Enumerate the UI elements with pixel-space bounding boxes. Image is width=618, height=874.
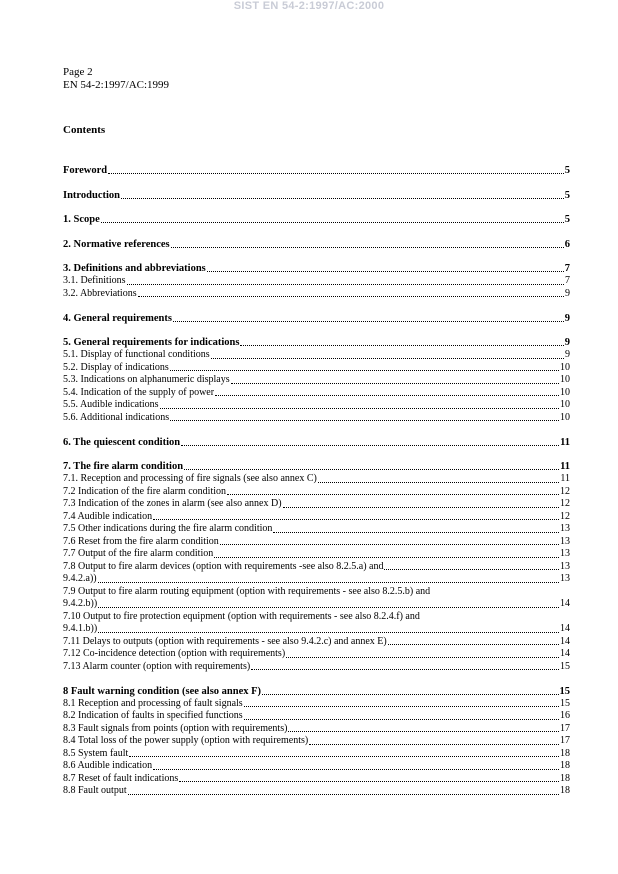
toc-entry-title: 7.12 Co-incidence detection (option with requirements): [63, 648, 286, 659]
dot-leader: [231, 383, 559, 384]
toc-entry-page: 9: [565, 287, 570, 299]
toc-entry-title: 4. General requirements: [63, 312, 172, 324]
toc-entry-title: 7.4 Audible indication: [63, 510, 153, 522]
toc-entry-title: 5.6. Additional indications: [63, 411, 170, 423]
dot-leader: [251, 669, 559, 670]
toc-entry-page: 11: [560, 473, 570, 484]
dot-leader: [108, 173, 564, 174]
dot-leader: [388, 644, 559, 645]
toc-sub-entry[interactable]: [63, 723, 570, 736]
toc-entry-title: 7.2 Indication of the fire alarm condition: [63, 485, 227, 497]
dot-leader: [244, 706, 559, 707]
toc-entry-title: 5. General requirements for indications: [63, 337, 240, 348]
toc-section: [63, 436, 570, 449]
toc-entry-title: 8.6 Audible indication: [63, 760, 153, 771]
toc-sub-entry[interactable]: [63, 710, 570, 723]
toc-entry-title: 3.2. Abbreviations: [63, 287, 137, 299]
toc-sub-entry[interactable]: [63, 349, 570, 362]
toc-entry-title: 7.5 Other indications during the fire alarm condition: [63, 523, 273, 534]
dot-leader: [318, 482, 560, 483]
toc-sub-entry[interactable]: [63, 785, 570, 798]
toc-entry-page: 12: [560, 485, 570, 497]
toc-entry-page: 6: [564, 238, 570, 250]
toc-main-entry[interactable]: [63, 312, 570, 325]
toc-entry-title: 8.4 Total loss of the power supply (option with requirements): [63, 735, 309, 746]
toc-entry-title: 3.1. Definitions: [63, 275, 126, 286]
toc-sub-entry[interactable]: [63, 735, 570, 748]
toc-sub-entry[interactable]: [63, 548, 570, 561]
toc-sub-entry[interactable]: [63, 511, 570, 524]
toc-entry-page: 17: [560, 722, 570, 734]
toc-main-entry[interactable]: [63, 238, 570, 251]
toc-sub-entry[interactable]: [63, 773, 570, 786]
toc-entry-page: 13: [560, 573, 570, 584]
toc-entry-page: 13: [560, 560, 570, 572]
toc-entry-title: 5.1. Display of functional conditions: [63, 349, 210, 360]
toc-section: [63, 164, 570, 177]
toc-entry-title: 5.4. Indication of the supply of power: [63, 386, 215, 398]
toc-entry-title: 7.13 Alarm counter (option with requirements): [63, 660, 251, 672]
toc-entry-title: 9.4.2.b)): [63, 598, 98, 609]
toc-entry-title: 8 Fault warning condition (see also annex F): [63, 685, 262, 697]
page-number: Page 2: [63, 66, 93, 78]
dot-leader: [184, 469, 559, 470]
toc-sub-entry[interactable]: [63, 473, 570, 486]
toc-entry-title: 9.4.1.b)): [63, 623, 98, 634]
toc-entry-title: 8.3 Fault signals from points (option with requirements): [63, 722, 288, 734]
toc-entry-title: 1. Scope: [63, 214, 100, 225]
dot-leader: [138, 296, 564, 297]
dot-leader: [214, 557, 559, 558]
toc-entry-title: 8.2 Indication of faults in specified functions: [63, 710, 243, 721]
toc-entry-page: 5: [564, 165, 570, 176]
toc-entry-page: 12: [560, 498, 570, 509]
toc-section: [63, 460, 570, 673]
page-header: [63, 66, 169, 92]
toc-section: [63, 238, 570, 251]
toc-sub-entry[interactable]: [63, 648, 570, 661]
toc-main-entry[interactable]: [63, 460, 570, 473]
toc-entry-page: 18: [560, 760, 570, 771]
toc-sub-entry[interactable]: [63, 412, 570, 425]
toc-sub-entry[interactable]: [63, 698, 570, 711]
toc-sub-entry[interactable]: [63, 561, 570, 574]
toc-entry-page: 5: [564, 189, 570, 201]
toc-sub-entry[interactable]: [63, 636, 570, 649]
dot-leader: [173, 321, 564, 322]
dot-leader: [215, 395, 559, 396]
toc-entry-page: 7: [565, 275, 570, 286]
toc-entry-page: 18: [560, 785, 570, 796]
toc-sub-entry[interactable]: [63, 486, 570, 499]
toc-entry-page: 9: [564, 312, 570, 324]
toc-entry-page: 15: [559, 685, 570, 697]
toc-entry-page: 10: [560, 386, 570, 398]
dot-leader: [244, 719, 559, 720]
dot-leader: [128, 794, 559, 795]
toc-section: [63, 336, 570, 424]
toc-sub-entry[interactable]: [63, 498, 570, 511]
toc-entry-page: 15: [560, 697, 570, 709]
dot-leader: [127, 284, 565, 285]
toc-sub-entry[interactable]: [63, 536, 570, 549]
watermark: SIST EN 54-2:1997/AC:2000: [233, 0, 385, 12]
toc-main-entry[interactable]: [63, 164, 570, 177]
dot-leader: [121, 198, 564, 199]
toc-section: [63, 262, 570, 300]
toc-section: [63, 312, 570, 325]
toc-sub-entry[interactable]: 7.10 Output to fire protection equipment (option with requirements - see also 8.2.4.f) and: [63, 610, 420, 622]
dot-leader: [384, 569, 559, 570]
toc-entry-title: 5.5. Audible indications: [63, 399, 159, 410]
toc-main-entry[interactable]: [63, 262, 570, 275]
toc-entry-title: 9.4.2.a)): [63, 573, 97, 584]
contents-title: Contents: [63, 124, 106, 136]
toc-entry-title: Foreword: [63, 165, 108, 176]
toc-entry-page: 14: [560, 623, 570, 634]
toc-entry-title: 2. Normative references: [63, 238, 170, 250]
toc-sub-entry[interactable]: 7.9 Output to fire alarm routing equipment (option with requirements - see also 8.2.5.b) and: [63, 585, 431, 597]
toc-entry-page: 14: [560, 598, 570, 609]
toc-entry-page: 9: [565, 349, 570, 360]
toc-entry-page: 18: [560, 772, 570, 784]
table-of-contents: [63, 164, 570, 809]
toc-entry-page: 5: [564, 214, 570, 225]
toc-entry-page: 12: [560, 510, 570, 522]
dot-leader: [309, 744, 559, 745]
dot-leader: [98, 632, 559, 633]
dot-leader: [160, 408, 559, 409]
toc-entry-page: 13: [560, 523, 570, 534]
toc-sub-entry[interactable]: [63, 362, 570, 375]
toc-entry-page: 18: [560, 747, 570, 759]
toc-entry-page: 11: [560, 461, 570, 472]
dot-leader: [207, 271, 564, 272]
dot-leader: [273, 532, 559, 533]
toc-entry-page: 13: [560, 535, 570, 547]
dot-leader: [262, 694, 558, 695]
toc-sub-entry[interactable]: [63, 374, 570, 387]
dot-leader: [288, 731, 559, 732]
toc-entry-page: 14: [560, 635, 570, 647]
dot-leader: [240, 345, 563, 346]
toc-entry-title: 5.2. Display of indications: [63, 361, 169, 373]
dot-leader: [220, 544, 559, 545]
toc-section: [63, 685, 570, 798]
toc-entry-page: 16: [560, 710, 570, 721]
dot-leader: [170, 420, 559, 421]
toc-entry-page: 10: [560, 361, 570, 373]
toc-sub-entry[interactable]: [63, 399, 570, 412]
toc-entry-title: 8.7 Reset of fault indications: [63, 772, 179, 784]
toc-sub-entry[interactable]: [63, 760, 570, 773]
toc-entry-page: 11: [560, 436, 570, 448]
document-reference: EN 54-2:1997/AC:1999: [63, 79, 170, 91]
toc-section: [63, 189, 570, 202]
dot-leader: [181, 445, 559, 446]
toc-entry-title: 8.1 Reception and processing of fault signals: [63, 697, 243, 709]
dot-leader: [211, 358, 564, 359]
toc-sub-entry[interactable]: [63, 748, 570, 761]
dot-leader: [98, 582, 559, 583]
toc-entry-page: 7: [564, 263, 570, 274]
dot-leader: [283, 507, 559, 508]
dot-leader: [286, 657, 559, 658]
toc-entry-title: 8.8 Fault output: [63, 785, 127, 796]
dot-leader: [179, 781, 559, 782]
toc-entry-page: 9: [564, 337, 570, 348]
toc-entry-title: 5.3. Indications on alphanumeric displays: [63, 374, 230, 385]
toc-entry-page: 10: [560, 374, 570, 385]
toc-entry-title: 7.8 Output to fire alarm devices (option with requirements -see also 8.2.5.a) and: [63, 560, 384, 572]
toc-section: [63, 213, 570, 226]
toc-entry-title: 7.7 Output of the fire alarm condition: [63, 548, 214, 559]
toc-main-entry[interactable]: [63, 336, 570, 349]
dot-leader: [171, 247, 564, 248]
toc-main-entry[interactable]: [63, 189, 570, 202]
toc-sub-entry-continuation[interactable]: [63, 573, 570, 586]
toc-sub-entry-continuation[interactable]: [63, 598, 570, 611]
toc-entry-title: 7.1. Reception and processing of fire signals (see also annex C): [63, 473, 317, 484]
toc-sub-entry[interactable]: [63, 288, 570, 301]
dot-leader: [227, 494, 559, 495]
toc-sub-entry-continuation[interactable]: [63, 623, 570, 636]
toc-entry-page: 13: [560, 548, 570, 559]
toc-sub-entry[interactable]: [63, 661, 570, 674]
toc-main-entry[interactable]: [63, 436, 570, 449]
toc-sub-entry[interactable]: [63, 523, 570, 536]
toc-main-entry[interactable]: [63, 685, 570, 698]
toc-entry-title: 7. The fire alarm condition: [63, 461, 184, 472]
toc-entry-title: Introduction: [63, 189, 120, 201]
toc-entry-title: 3. Definitions and abbreviations: [63, 263, 206, 274]
dot-leader: [101, 222, 564, 223]
toc-entry-page: 10: [560, 411, 570, 423]
dot-leader: [170, 370, 559, 371]
dot-leader: [153, 769, 559, 770]
toc-entry-title: 7.11 Delays to outputs (option with requirements - see also 9.4.2.c) and annex E): [63, 635, 387, 647]
toc-sub-entry[interactable]: [63, 387, 570, 400]
toc-entry-title: 7.6 Reset from the fire alarm condition: [63, 535, 219, 547]
dot-leader: [153, 519, 559, 520]
toc-entry-page: 17: [560, 735, 570, 746]
toc-entry-page: 14: [560, 648, 570, 659]
dot-leader: [98, 607, 559, 608]
toc-entry-page: 15: [560, 660, 570, 672]
toc-entry-title: 7.3 Indication of the zones in alarm (see also annex D): [63, 498, 282, 509]
toc-sub-entry[interactable]: [63, 275, 570, 288]
toc-main-entry[interactable]: [63, 213, 570, 226]
toc-entry-page: 10: [560, 399, 570, 410]
toc-entry-title: 8.5 System fault: [63, 747, 129, 759]
dot-leader: [129, 756, 559, 757]
toc-entry-title: 6. The quiescent condition: [63, 436, 181, 448]
